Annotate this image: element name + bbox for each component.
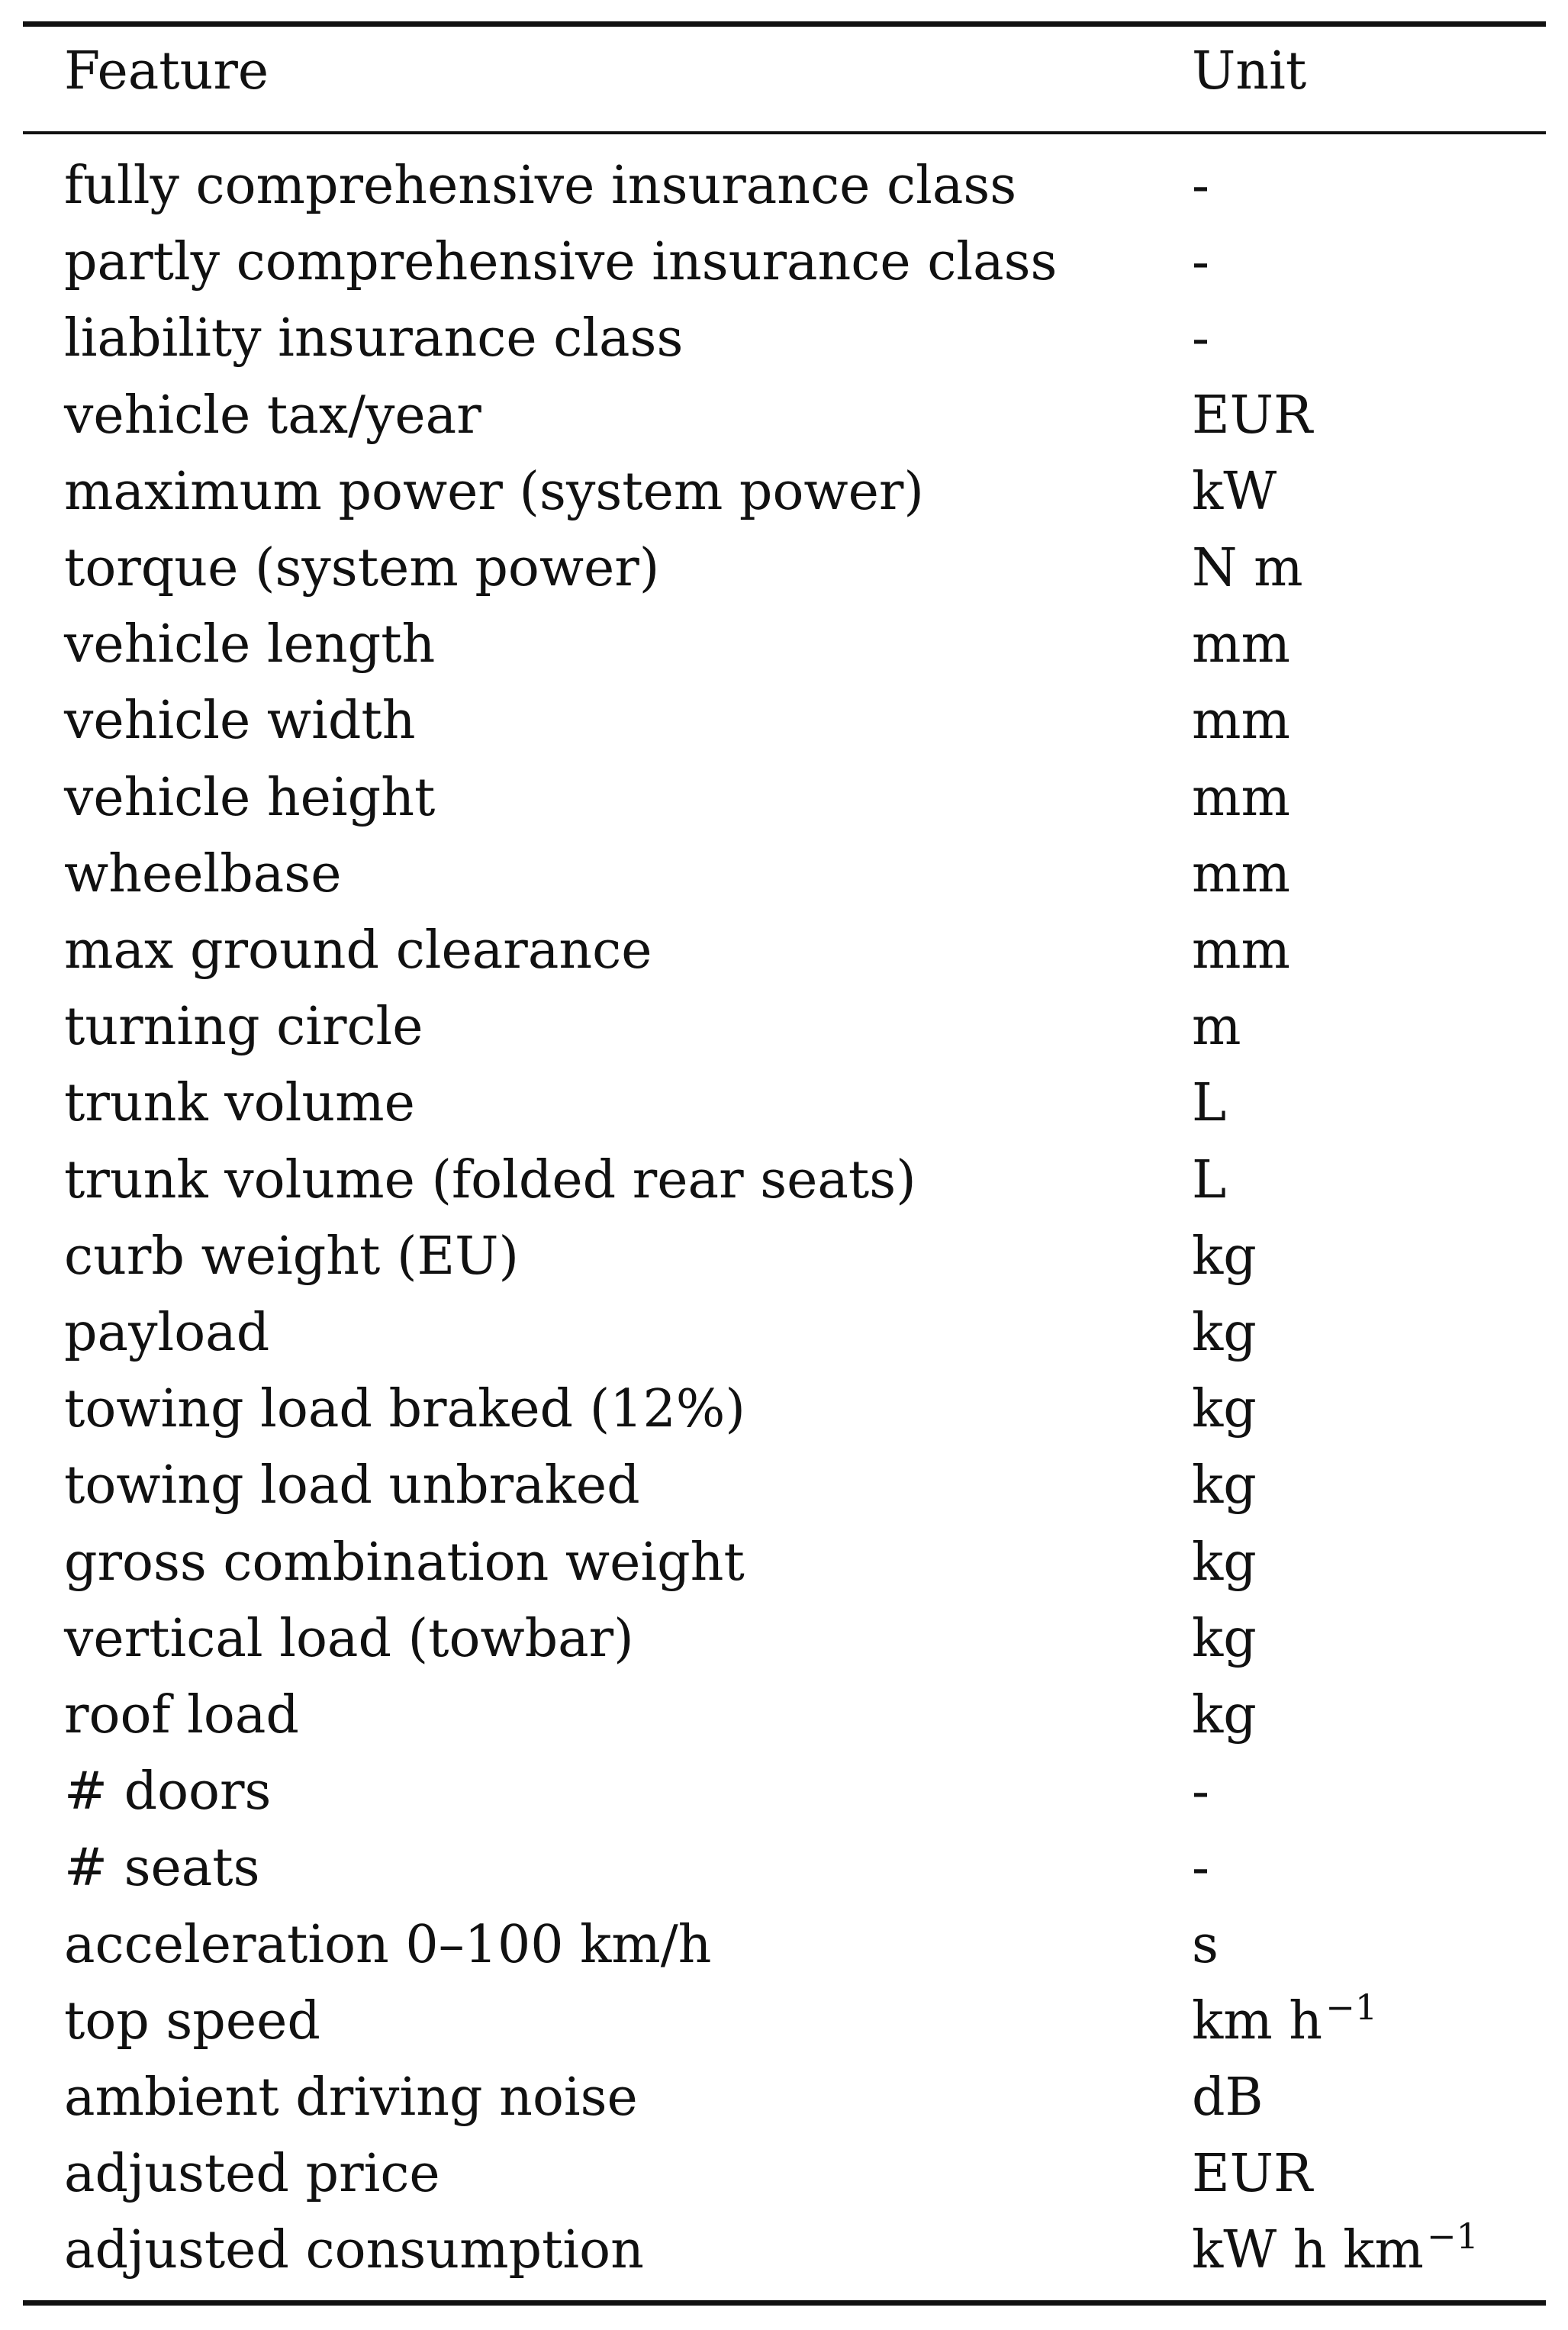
- unit-exponent: −1: [1325, 1986, 1378, 2028]
- unit-text: -: [1192, 1761, 1209, 1822]
- unit-cell: [1192, 1226, 1257, 1287]
- feature-cell: turning circle: [64, 997, 423, 1057]
- unit-text: mm: [1192, 614, 1290, 675]
- feature-cell: liability insurance class: [64, 308, 684, 369]
- unit-text: kW: [1192, 462, 1277, 522]
- unit-cell: [1192, 1609, 1257, 1669]
- feature-cell: # seats: [64, 1838, 260, 1898]
- feature-cell: towing load unbraked: [64, 1455, 640, 1516]
- unit-text: mm: [1192, 920, 1290, 981]
- unit-text: -: [1192, 1838, 1209, 1898]
- feature-cell: vehicle tax/year: [64, 385, 481, 446]
- unit-cell: [1192, 308, 1209, 369]
- unit-text: kg: [1192, 1379, 1257, 1439]
- feature-cell: adjusted consumption: [64, 2220, 644, 2280]
- unit-text: dB: [1192, 2067, 1264, 2128]
- unit-text: EUR: [1192, 2144, 1313, 2204]
- unit-cell: [1192, 691, 1290, 751]
- unit-cell: [1192, 614, 1290, 675]
- feature-cell: trunk volume: [64, 1073, 415, 1133]
- unit-cell: [1192, 538, 1303, 598]
- unit-text: kg: [1192, 1303, 1257, 1363]
- unit-text: kg: [1192, 1532, 1257, 1593]
- unit-cell: [1192, 768, 1290, 828]
- header-unit: Unit: [1192, 41, 1307, 102]
- feature-cell: curb weight (EU): [64, 1226, 519, 1287]
- unit-text: mm: [1192, 691, 1290, 751]
- unit-text: -: [1192, 308, 1209, 369]
- feature-cell: fully comprehensive insurance class: [64, 156, 1017, 216]
- unit-text: kW h km: [1192, 2220, 1424, 2280]
- unit-text: L: [1192, 1150, 1227, 1210]
- feature-cell: payload: [64, 1303, 270, 1363]
- unit-cell: [1192, 997, 1241, 1057]
- table-bottom-rule: [23, 2300, 1546, 2306]
- unit-text: kg: [1192, 1609, 1257, 1669]
- feature-cell: wheelbase: [64, 844, 342, 904]
- feature-cell: roof load: [64, 1685, 299, 1745]
- table-top-rule: [23, 21, 1546, 27]
- feature-cell: adjusted price: [64, 2144, 440, 2204]
- header-feature: Feature: [64, 41, 269, 102]
- unit-exponent: −1: [1426, 2215, 1479, 2257]
- unit-cell: [1192, 1455, 1257, 1516]
- feature-cell: trunk volume (folded rear seats): [64, 1150, 916, 1210]
- feature-cell: ambient driving noise: [64, 2067, 638, 2128]
- unit-text: -: [1192, 232, 1209, 292]
- unit-cell: [1192, 920, 1290, 981]
- unit-text: EUR: [1192, 385, 1313, 446]
- unit-text: N m: [1192, 538, 1303, 598]
- feature-cell: max ground clearance: [64, 920, 652, 981]
- unit-cell: [1192, 1761, 1209, 1822]
- unit-text: km h: [1192, 1991, 1323, 2051]
- unit-cell: [1192, 1838, 1209, 1898]
- feature-cell: torque (system power): [64, 538, 660, 598]
- unit-cell: [1192, 844, 1290, 904]
- unit-cell: [1192, 1150, 1227, 1210]
- unit-text: kg: [1192, 1685, 1257, 1745]
- unit-text: kg: [1192, 1226, 1257, 1287]
- feature-cell: towing load braked (12%): [64, 1379, 745, 1439]
- unit-text: mm: [1192, 844, 1290, 904]
- unit-cell: [1192, 156, 1209, 216]
- unit-cell: [1192, 462, 1277, 522]
- unit-cell: [1192, 1915, 1219, 1975]
- feature-cell: vehicle width: [64, 691, 416, 751]
- unit-cell: [1192, 385, 1313, 446]
- unit-text: mm: [1192, 768, 1290, 828]
- unit-text: L: [1192, 1073, 1227, 1133]
- feature-cell: vehicle height: [64, 768, 436, 828]
- unit-text: -: [1192, 156, 1209, 216]
- feature-cell: maximum power (system power): [64, 462, 924, 522]
- unit-cell: [1192, 1303, 1257, 1363]
- feature-cell: gross combination weight: [64, 1532, 745, 1593]
- unit-text: m: [1192, 997, 1241, 1057]
- feature-cell: vehicle length: [64, 614, 436, 675]
- unit-text: s: [1192, 1915, 1219, 1975]
- unit-cell: [1192, 1073, 1227, 1133]
- unit-cell: [1192, 1379, 1257, 1439]
- feature-cell: partly comprehensive insurance class: [64, 232, 1058, 292]
- header-rule: [23, 131, 1546, 134]
- feature-cell: # doors: [64, 1761, 272, 1822]
- unit-cell: [1192, 2067, 1264, 2128]
- unit-cell: [1192, 1685, 1257, 1745]
- unit-cell: [1192, 1986, 1378, 2051]
- unit-cell: [1192, 1532, 1257, 1593]
- unit-cell: [1192, 2144, 1313, 2204]
- unit-cell: [1192, 232, 1209, 292]
- feature-cell: vertical load (towbar): [64, 1609, 634, 1669]
- feature-cell: acceleration 0–100 km/h: [64, 1915, 712, 1975]
- unit-text: kg: [1192, 1455, 1257, 1516]
- feature-cell: top speed: [64, 1991, 320, 2051]
- unit-cell: [1192, 2215, 1479, 2280]
